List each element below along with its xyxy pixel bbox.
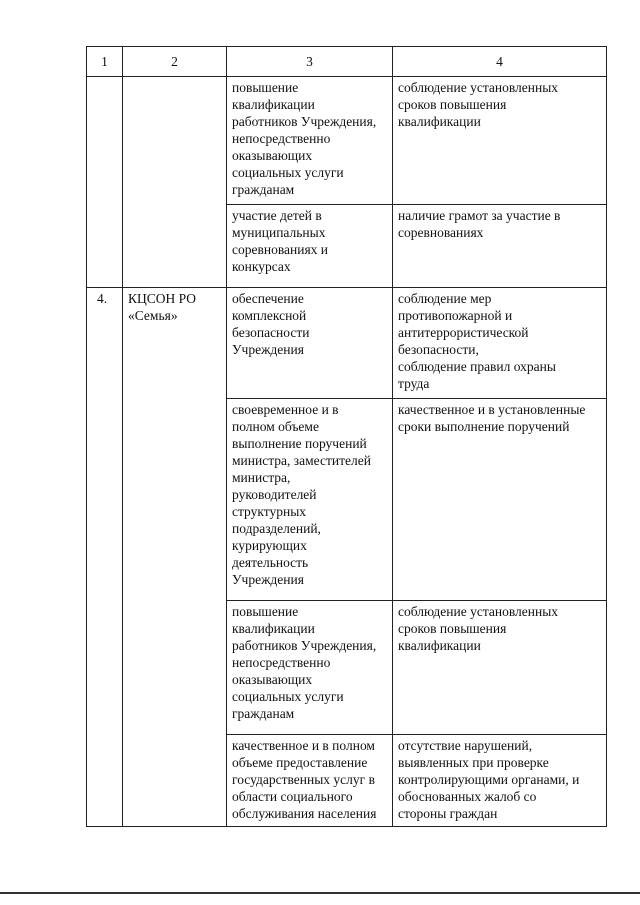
indicator-cell: [393, 399, 607, 601]
criterion-cell: [227, 399, 393, 601]
header-row: [87, 47, 607, 77]
indicator-text: соблюдение мер противопожарной и антитеррористической безопасности, соблюдение правил охраны труда: [398, 291, 556, 391]
criterion-cell: [227, 288, 393, 399]
institution-name: КЦСОН РО «Семья»: [128, 291, 197, 323]
criterion-cell: [227, 205, 393, 288]
indicator-text: наличие грамот за участие в соревнованиях: [398, 208, 561, 240]
criterion-text: обеспечение комплексной безопасности Учреждения: [232, 291, 310, 357]
institution-name-cell: [123, 288, 227, 827]
continuation-name-cell: [123, 77, 227, 288]
criteria-table-container: [86, 46, 606, 827]
criterion-cell: [227, 77, 393, 205]
header-col-3: 3: [227, 47, 393, 77]
institution-number: 4.: [87, 288, 123, 827]
criterion-cell: [227, 601, 393, 735]
indicator-cell: [393, 601, 607, 735]
continuation-number-cell: [87, 77, 123, 288]
header-col-2: 2: [123, 47, 227, 77]
indicator-text: отсутствие нарушений, выявленных при проверке контролирующими органами, и обоснованных жалоб со стороны граждан: [398, 738, 580, 821]
criterion-cell: [227, 735, 393, 827]
indicator-cell: [393, 288, 607, 399]
criterion-text: своевременное и в полном объеме выполнение поручений министра, заместителей министра, руководителей структурных подразделений, курирующих деятельность Учреждения: [232, 402, 371, 587]
criterion-text: повышение квалификации работников Учреждения, непосредственно оказывающих социальных услуги гражданам: [232, 604, 377, 721]
indicator-cell: [393, 735, 607, 827]
table-row: [87, 288, 607, 399]
criterion-text: участие детей в муниципальных соревнованиях и конкурсах: [232, 208, 329, 274]
indicator-text: соблюдение установленных сроков повышения квалификации: [398, 604, 559, 653]
criterion-text: повышение квалификации работников Учреждения, непосредственно оказывающих социальных услуги гражданам: [232, 80, 377, 197]
scan-bottom-edge: [0, 892, 640, 894]
criterion-text: качественное и в полном объеме предоставление государственных услуг в области социального обслуживания населения: [232, 738, 377, 821]
header-col-1: 1: [87, 47, 123, 77]
table-row: [87, 77, 607, 205]
header-col-4: 4: [393, 47, 607, 77]
indicator-cell: [393, 205, 607, 288]
criteria-table: [86, 46, 607, 827]
indicator-cell: [393, 77, 607, 205]
indicator-text: соблюдение установленных сроков повышения квалификации: [398, 80, 559, 129]
indicator-text: качественное и в установленные сроки выполнение поручений: [398, 402, 586, 434]
